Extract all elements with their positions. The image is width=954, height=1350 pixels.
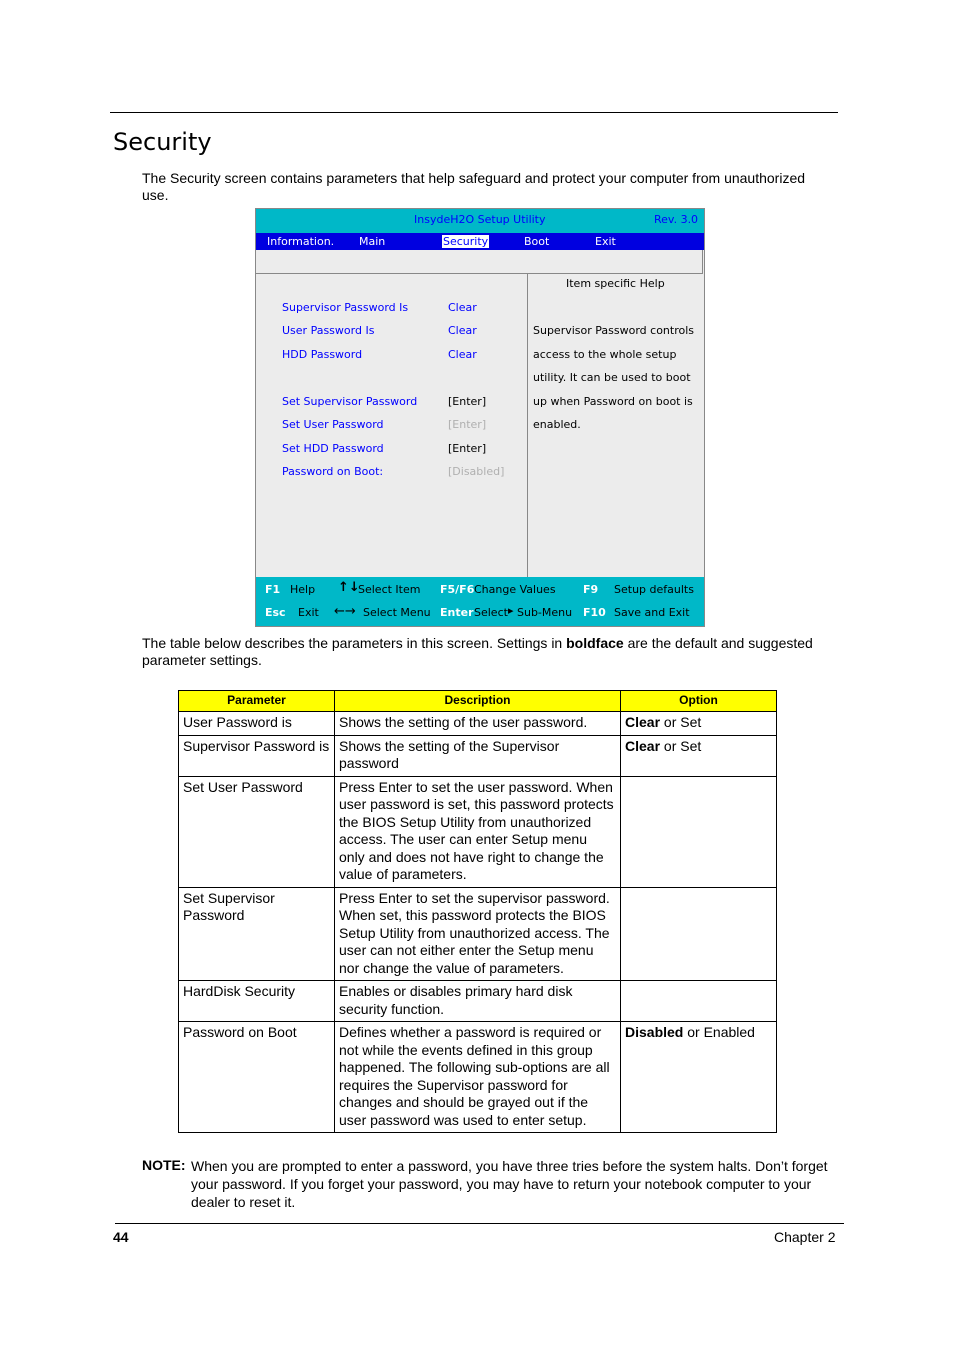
bios-menu-bar	[256, 233, 704, 250]
parameter-cell: HardDisk Security	[179, 981, 335, 1022]
table-row	[179, 887, 777, 981]
bios-title-bar	[256, 209, 704, 233]
bios-menu-information[interactable]: Information.	[267, 235, 335, 248]
bios-screenshot	[255, 208, 705, 627]
table-intro-text-end: are the default and suggested parameter settings.	[142, 635, 813, 668]
option-cell	[621, 1022, 777, 1133]
table-row	[179, 712, 777, 736]
parameter-table	[178, 690, 777, 1133]
header-rule	[110, 112, 838, 113]
enter-key: Enter	[440, 606, 474, 619]
bios-key-legend	[256, 577, 704, 626]
chapter-label: Chapter 2	[774, 1229, 836, 1245]
option-cell	[621, 981, 777, 1022]
parameter-cell: Set User Password	[179, 776, 335, 887]
option-cell	[621, 776, 777, 887]
f5f6-label: Change Values	[474, 583, 556, 596]
bios-item-set-supervisor-password[interactable]: Set Supervisor Password	[282, 395, 418, 408]
bios-help-line: access to the whole setup	[533, 348, 677, 361]
note-text: When you are prompted to enter a password, you have three tries before the system halts. Don’t forget your password. If you forget your password, you may have to return your notebook computer to your dealer to reset it.	[191, 1158, 828, 1210]
bios-value-user-password-is: Clear	[448, 324, 477, 337]
bios-value-password-on-boot: [Disabled]	[448, 465, 505, 478]
f10-label: Save and Exit	[614, 606, 690, 619]
parameter-cell: Set Supervisor Password	[179, 887, 335, 981]
option-default: Clear	[625, 737, 661, 754]
bios-value-set-user-password: [Enter]	[448, 418, 487, 431]
description-cell: Enables or disables primary hard disk security function.	[335, 981, 621, 1022]
bios-help-line: Supervisor Password controls	[533, 324, 695, 337]
bios-value-supervisor-password-is: Clear	[448, 301, 477, 314]
f5f6-key: F5/F6	[440, 583, 475, 596]
f9-label: Setup defaults	[614, 583, 694, 596]
left-right-arrows-icon: ←→	[334, 604, 356, 619]
f9-key: F9	[583, 583, 599, 596]
bios-panel-divider	[527, 274, 528, 577]
bios-help-line: enabled.	[533, 418, 581, 431]
f1-key: F1	[265, 583, 281, 596]
description-cell: Defines whether a password is required or not while the events defined in this group happened. The following sub-options are all requires the Supervisor password for changes and should be grayed out if the user password was used to enter setup.	[335, 1022, 621, 1133]
parameter-cell: Supervisor Password is	[179, 735, 335, 776]
option-default: Clear	[625, 714, 661, 730]
lr-label: Select Menu	[363, 606, 431, 619]
bios-title: InsydeH2O Setup Utility	[414, 213, 546, 226]
bios-item-supervisor-password-is[interactable]: Supervisor Password Is	[282, 301, 409, 314]
intro-paragraph: The Security screen contains parameters that help safeguard and protect your computer from unauthorized use.	[142, 170, 806, 203]
f10-key: F10	[583, 606, 606, 619]
description-cell: Shows the setting of the Supervisor password	[335, 735, 621, 776]
bios-menu-security[interactable]: Security	[443, 235, 489, 248]
bios-help-title: Item specific Help	[566, 277, 665, 290]
esc-label: Exit	[298, 606, 319, 619]
table-intro-bold: boldface	[566, 635, 624, 651]
table-header-row	[179, 691, 777, 712]
option-cell	[621, 712, 777, 736]
bios-blank-strip	[256, 250, 703, 274]
bios-revision: Rev. 3.0	[654, 213, 699, 226]
bios-value-set-supervisor-password[interactable]: [Enter]	[448, 395, 487, 408]
bios-menu-main[interactable]: Main	[359, 235, 386, 248]
header-option: Option	[621, 691, 777, 712]
table-row	[179, 735, 777, 776]
bios-value-hdd-password: Clear	[448, 348, 477, 361]
bios-item-user-password-is[interactable]: User Password Is	[282, 324, 375, 337]
header-description: Description	[335, 691, 621, 712]
enter-label: Select	[474, 606, 508, 619]
bios-value-set-hdd-password[interactable]: [Enter]	[448, 442, 487, 455]
bios-menu-exit[interactable]: Exit	[595, 235, 616, 248]
table-intro-text: The table below describes the parameters in this screen. Settings in	[142, 635, 567, 651]
page-title: Security	[113, 128, 212, 156]
header-parameter: Parameter	[179, 691, 335, 712]
bios-help-line: up when Password on boot is	[533, 395, 693, 408]
description-cell: Shows the setting of the user password.	[335, 712, 621, 736]
parameter-cell: Password on Boot	[179, 1022, 335, 1133]
option-other: or Enabled	[683, 1024, 755, 1040]
table-row	[179, 776, 777, 887]
f1-label: Help	[290, 583, 316, 596]
option-cell	[621, 887, 777, 981]
arrows-label: Select Item	[358, 583, 421, 596]
table-row	[179, 1022, 777, 1133]
description-cell: Press Enter to set the user password. When user password is set, this password protects the BIOS Setup Utility from unauthorized access. The user can enter Setup menu only and does not have right to change the value of parameters.	[335, 776, 621, 887]
page-number: 44	[113, 1229, 129, 1245]
note-label: NOTE:	[142, 1157, 186, 1173]
bios-item-set-hdd-password[interactable]: Set HDD Password	[282, 442, 384, 455]
footer-rule	[115, 1223, 844, 1224]
bios-item-set-user-password[interactable]: Set User Password	[282, 418, 384, 431]
submenu-arrow-icon: ▸	[508, 604, 514, 617]
esc-key: Esc	[265, 606, 286, 619]
bios-menu-boot[interactable]: Boot	[524, 235, 550, 248]
table-row	[179, 981, 777, 1022]
parameter-cell: User Password is	[179, 712, 335, 736]
option-other: or Set	[660, 737, 702, 754]
bios-item-password-on-boot[interactable]: Password on Boot:	[282, 465, 384, 478]
submenu-label: Sub-Menu	[517, 606, 573, 619]
bios-help-line: utility. It can be used to boot	[533, 371, 691, 384]
bios-item-hdd-password[interactable]: HDD Password	[282, 348, 363, 361]
description-cell: Press Enter to set the supervisor password. When set, this password protects the BIOS Setup Utility from unauthorized access. The user can not either enter the Setup menu nor change the value of parameters.	[335, 887, 621, 981]
option-cell	[621, 735, 777, 776]
up-down-arrows-icon: ↑↓	[338, 580, 360, 595]
option-default: Disabled	[625, 1024, 684, 1040]
option-other: or Set	[660, 714, 702, 730]
table-intro-paragraph	[142, 635, 842, 669]
